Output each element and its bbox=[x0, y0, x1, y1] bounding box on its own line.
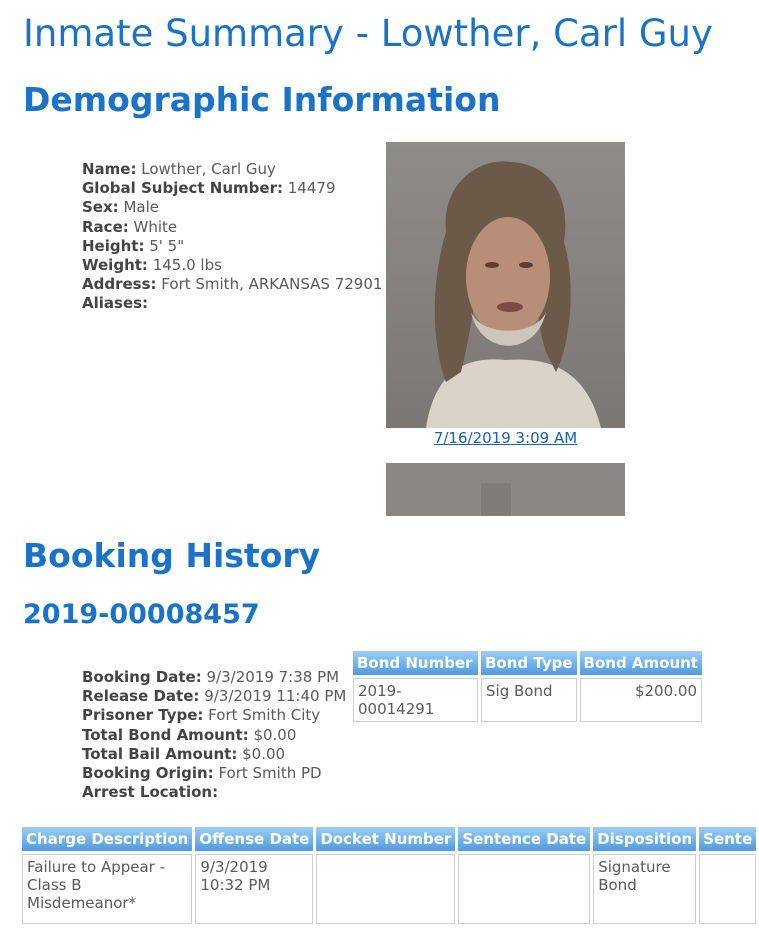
field-release-date: Release Date: 9/3/2019 11:40 PM bbox=[82, 687, 347, 706]
sentence-header[interactable]: Sente bbox=[699, 827, 756, 851]
demographic-fields bbox=[82, 160, 382, 314]
field-total-bail-amount: Total Bail Amount: $0.00 bbox=[82, 744, 286, 763]
charge-table-header-row bbox=[22, 827, 756, 851]
field-total-bond-amount: Total Bond Amount: $0.00 bbox=[82, 725, 297, 744]
field-aliases: Aliases: bbox=[82, 294, 149, 313]
bond-type-header[interactable]: Bond Type bbox=[481, 651, 577, 675]
field-global-subject-number: Global Subject Number: 14479 bbox=[82, 179, 336, 198]
bond-amount-header[interactable]: Bond Amount bbox=[580, 651, 702, 675]
charge-table bbox=[19, 824, 759, 927]
mugshot-photo[interactable] bbox=[386, 142, 625, 428]
bond-number-cell: 2019-00014291 bbox=[353, 678, 478, 722]
page-title: Inmate Summary - Lowther, Carl Guy bbox=[23, 12, 713, 55]
bond-table-header-row bbox=[353, 651, 702, 675]
field-race: Race: White bbox=[82, 217, 178, 236]
bond-type-cell: Sig Bond bbox=[481, 678, 577, 722]
mugshot-photo-secondary[interactable] bbox=[386, 463, 625, 516]
table-row bbox=[22, 854, 756, 924]
photo-caption bbox=[386, 429, 625, 447]
offense-date-cell: 9/3/2019 10:32 PM bbox=[195, 854, 313, 924]
mugshot-image bbox=[386, 142, 625, 428]
booking-fields bbox=[82, 668, 346, 802]
field-booking-origin: Booking Origin: Fort Smith PD bbox=[82, 764, 322, 783]
bond-table bbox=[350, 648, 705, 725]
booking-number-heading: 2019-00008457 bbox=[23, 599, 260, 630]
offense-date-header[interactable]: Offense Date bbox=[195, 827, 313, 851]
demographic-heading: Demographic Information bbox=[23, 80, 501, 119]
field-arrest-location: Arrest Location: bbox=[82, 783, 219, 802]
mugshot-secondary-image bbox=[386, 463, 625, 516]
sentence-date-header[interactable]: Sentence Date bbox=[458, 827, 590, 851]
docket-number-cell bbox=[316, 854, 455, 924]
sentence-date-cell bbox=[458, 854, 590, 924]
field-sex: Sex: Male bbox=[82, 198, 159, 217]
field-booking-date: Booking Date: 9/3/2019 7:38 PM bbox=[82, 668, 340, 686]
field-name: Name: Lowther, Carl Guy bbox=[82, 160, 276, 178]
field-prisoner-type: Prisoner Type: Fort Smith City bbox=[82, 706, 321, 725]
field-weight: Weight: 145.0 lbs bbox=[82, 256, 222, 275]
bond-number-header[interactable]: Bond Number bbox=[353, 651, 478, 675]
disposition-cell: Signature Bond bbox=[593, 854, 696, 924]
sentence-cell bbox=[699, 854, 756, 924]
disposition-header[interactable]: Disposition bbox=[593, 827, 696, 851]
bond-amount-cell: $200.00 bbox=[580, 678, 702, 722]
photo-date-link[interactable]: 7/16/2019 3:09 AM bbox=[433, 429, 578, 447]
field-address: Address: Fort Smith, ARKANSAS 72901 bbox=[82, 275, 383, 294]
booking-history-heading: Booking History bbox=[23, 536, 321, 575]
charge-description-cell: Failure to Appear - Class B Misdemeanor* bbox=[22, 854, 192, 924]
table-row bbox=[353, 678, 702, 722]
docket-number-header[interactable]: Docket Number bbox=[316, 827, 455, 851]
charge-description-header[interactable]: Charge Description bbox=[22, 827, 192, 851]
field-height: Height: 5' 5" bbox=[82, 236, 185, 255]
